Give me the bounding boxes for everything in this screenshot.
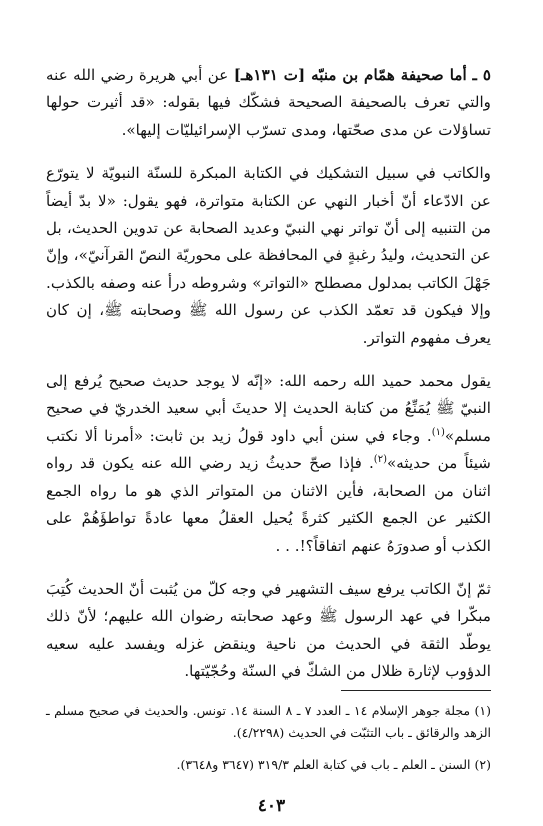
quote-text-2: . وجاء في سنن أبي داود قولُ زيد بن ثابت: «أمرنا ألا نكتب شيئاً من حديثه»	[46, 426, 491, 473]
footnote-ref-1: (١)	[431, 426, 445, 438]
section-heading-text: عن أبي هريرة رضي الله عنه والتي تعرف بالصحيفة الصحيحة فشكّك فيها بقوله: «قد أثيرت حولها تساؤلات عن مدى صحّتها، ومدى تسرّب الإسرائيليّات إليها».	[46, 66, 491, 139]
section-heading: ٥ ـ أما صحيفة همّام بن منبّه [ت ١٣١هـ]	[233, 66, 492, 84]
footnote-2: (٢) السنن ـ العلم ـ باب في كتابة العلم ٣١٩/٣ (٣٦٤٧ و٣٦٤٨).	[176, 757, 491, 772]
section-paragraph	[46, 62, 491, 144]
page-number: ٤٠٣	[257, 796, 286, 816]
footnote-ref-2: (٢)	[373, 454, 387, 466]
footnote-1: (١) مجلة جوهر الإسلام ١٤ ـ العدد ٧ ـ ٨ السنة ١٤. تونس. والحديث في صحيح مسلم ـ الزهد والرقائق ـ باب التثبّت في الحديث (٤/٢٢٩٨).	[46, 703, 492, 740]
quote-text-3: . فإذا صحّ حديثُ زيد رضي الله عنه يكون قد رواه اثنان من الصحابة، فأين الاثنان من المتواتر الذي هو ما رواه الجمع الكثير عن الجمع الكثير كثرةً يُحيل العقلُ معها عادةً تواطؤَهُمْ على الكذب أو صدورَهُ عنهم اتفاقاً؟!. . .	[46, 454, 491, 555]
quote-paragraph	[46, 368, 491, 560]
closing-paragraph: ثمّ إنّ الكاتب يرفع سيف التشهير في وجه كلّ من يُثبت أنّ الحديث كُتِبَ مبكّرا في عهد الرسول ﷺ وعهد صحابته رضوان الله عليهم؛ لأنّ ذلك يوطّد الثقة في الحديث من ناحية وينقض غزله ويفسد عليه سعيه الدؤوب لإثارة ظلال من الشكّ في السنّة وحُجّيّتها.	[46, 579, 491, 681]
body-paragraph: والكاتب في سبيل التشكيك في الكتابة المبكرة للسنّة النبويّة لا يتورّع عن الادّعاء أنّ أخبار النهي عن الكتابة متواترة، فهو يقول: «لا بدّ أيضاً من التنبيه إلى أنّ تواتر نهي النبيّ وعديد الصحابة عن تدوين الحديث، بل عن التحديث، وليدُ رغبةٍ في المحافظة على محوريّة النصّ القرآنيّ»، وإنّ جَهْلَ الكاتب بمدلول مصطلح «التواتر» وشروطه درأ عنه وصفه بالكذب. وإلا فيكون قد تعمّد الكذب عن رسول الله ﷺ وصحابته ﷺ، إن كان يعرف مفهوم التواتر.	[46, 164, 491, 347]
footnotes	[46, 700, 491, 776]
quote-text-1: يقول محمد حميد الله رحمه الله: «إنّه لا يوجد حديث صحيح يُرفع إلى النبيّ ﷺ يُمَنِّعُ من كتابة الحديث إلا حديثَ أبي سعيد الخدريّ في صحيح مسلم»	[46, 372, 491, 445]
footnote-divider	[341, 690, 491, 691]
